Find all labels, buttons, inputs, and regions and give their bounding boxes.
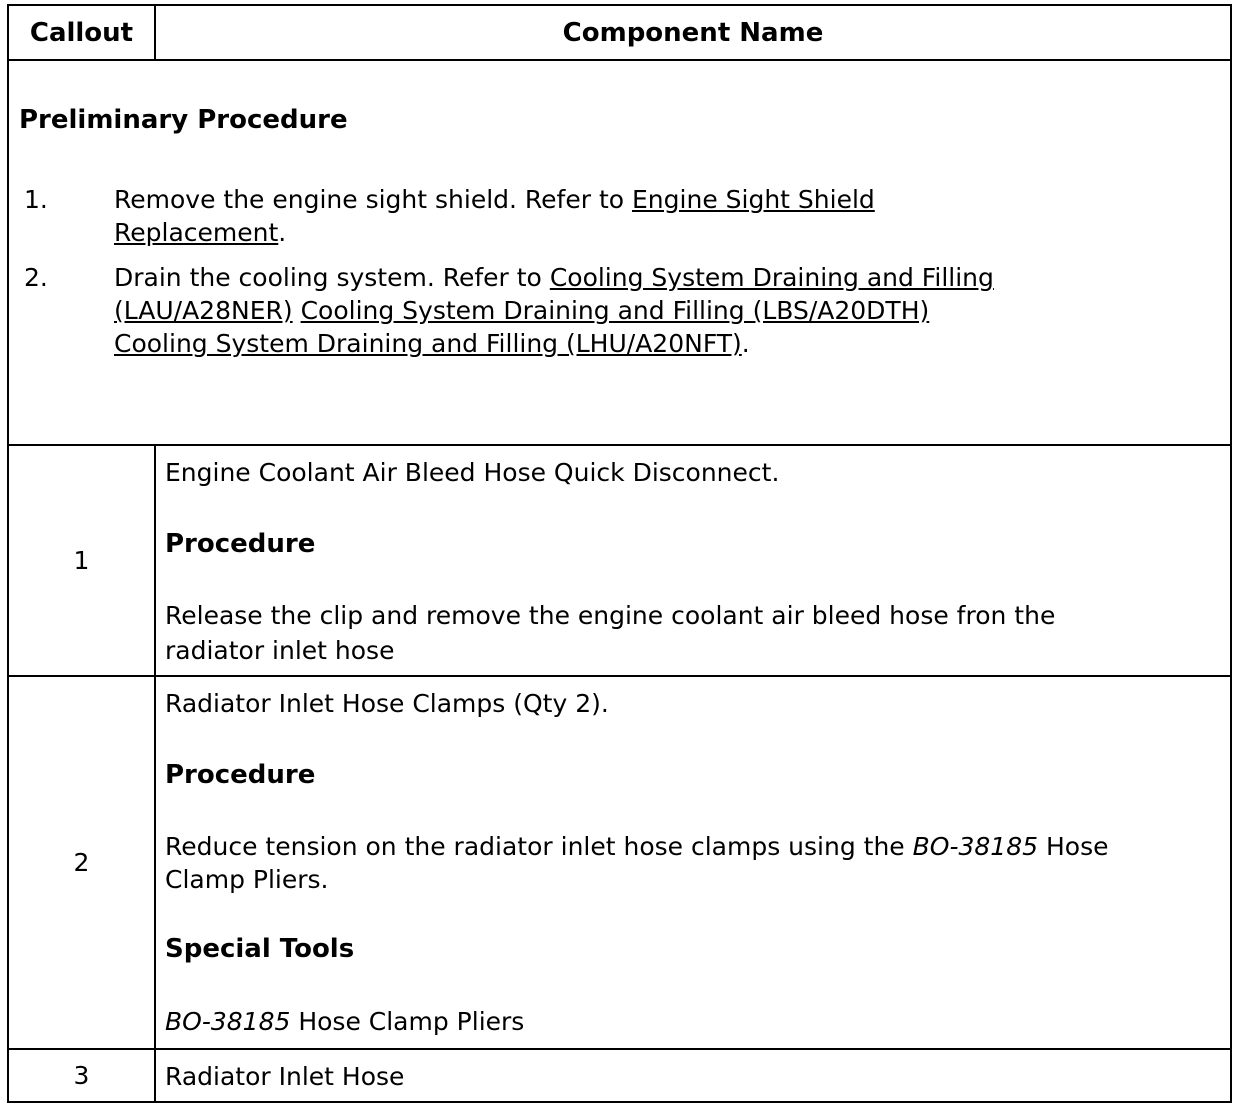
- component-name: Engine Coolant Air Bleed Hose Quick Disconnect.: [165, 458, 780, 487]
- component-cell: [156, 1050, 1230, 1101]
- callout-number: 1: [9, 446, 156, 675]
- header-callout: Callout: [9, 6, 156, 59]
- step-number-1: 1.: [24, 185, 48, 214]
- procedure-tool-code: BO-38185: [912, 832, 1039, 861]
- procedure-text: [165, 830, 1108, 896]
- step-2: [114, 261, 994, 360]
- step-1: [114, 183, 875, 249]
- link-cooling-lau[interactable]: Cooling System Draining and Filling: [549, 263, 994, 292]
- procedure-text-end: Hose: [1038, 832, 1109, 861]
- link-cooling-lhu[interactable]: Cooling System Draining and Filling (LHU/A20NFT): [114, 329, 742, 358]
- special-tools-label: Special Tools: [165, 934, 355, 964]
- procedure-line-2: radiator inlet hose: [165, 636, 395, 665]
- component-cell: [156, 677, 1230, 1048]
- tool-code: BO-38185: [165, 1007, 291, 1036]
- preliminary-procedure-row: [9, 61, 1230, 446]
- tool-name: Hose Clamp Pliers: [290, 1007, 525, 1036]
- procedure-text-start: Reduce tension on the radiator inlet hose clamps using the: [165, 832, 913, 861]
- step-number-2: 2.: [24, 263, 48, 292]
- link-engine-sight-shield[interactable]: Engine Sight Shield: [632, 185, 875, 214]
- link-cooling-lbs[interactable]: Cooling System Draining and Filling (LBS/A20DTH): [300, 296, 930, 325]
- procedure-line-1: Release the clip and remove the engine coolant air bleed hose fron the: [165, 601, 1056, 630]
- table-row: [9, 446, 1230, 677]
- preliminary-title: Preliminary Procedure: [19, 105, 348, 135]
- component-table: [7, 4, 1232, 1103]
- header-component-name: Component Name: [562, 17, 824, 48]
- procedure-label: Procedure: [165, 529, 316, 559]
- component-cell: [156, 446, 1230, 675]
- link-engine-sight-shield-replacement[interactable]: Replacement: [114, 218, 279, 247]
- procedure-label: Procedure: [165, 760, 316, 790]
- step-1-period: .: [278, 218, 287, 247]
- table-row: [9, 1050, 1230, 1101]
- table-row: [9, 677, 1230, 1050]
- callout-number: 3: [9, 1050, 156, 1101]
- component-name: Radiator Inlet Hose Clamps (Qty 2).: [165, 689, 609, 718]
- callout-number: 2: [9, 677, 156, 1048]
- special-tool: [165, 1005, 524, 1038]
- procedure-line-2: Clamp Pliers.: [165, 865, 329, 894]
- step-2-period: .: [741, 329, 750, 358]
- step-2-text: Drain the cooling system. Refer to: [114, 263, 550, 292]
- procedure-text: [165, 599, 1055, 667]
- header-row: [9, 6, 1230, 61]
- link-cooling-lau-code[interactable]: (LAU/A28NER): [114, 296, 293, 325]
- step-1-text: Remove the engine sight shield. Refer to: [114, 185, 633, 214]
- component-name: Radiator Inlet Hose: [165, 1062, 405, 1091]
